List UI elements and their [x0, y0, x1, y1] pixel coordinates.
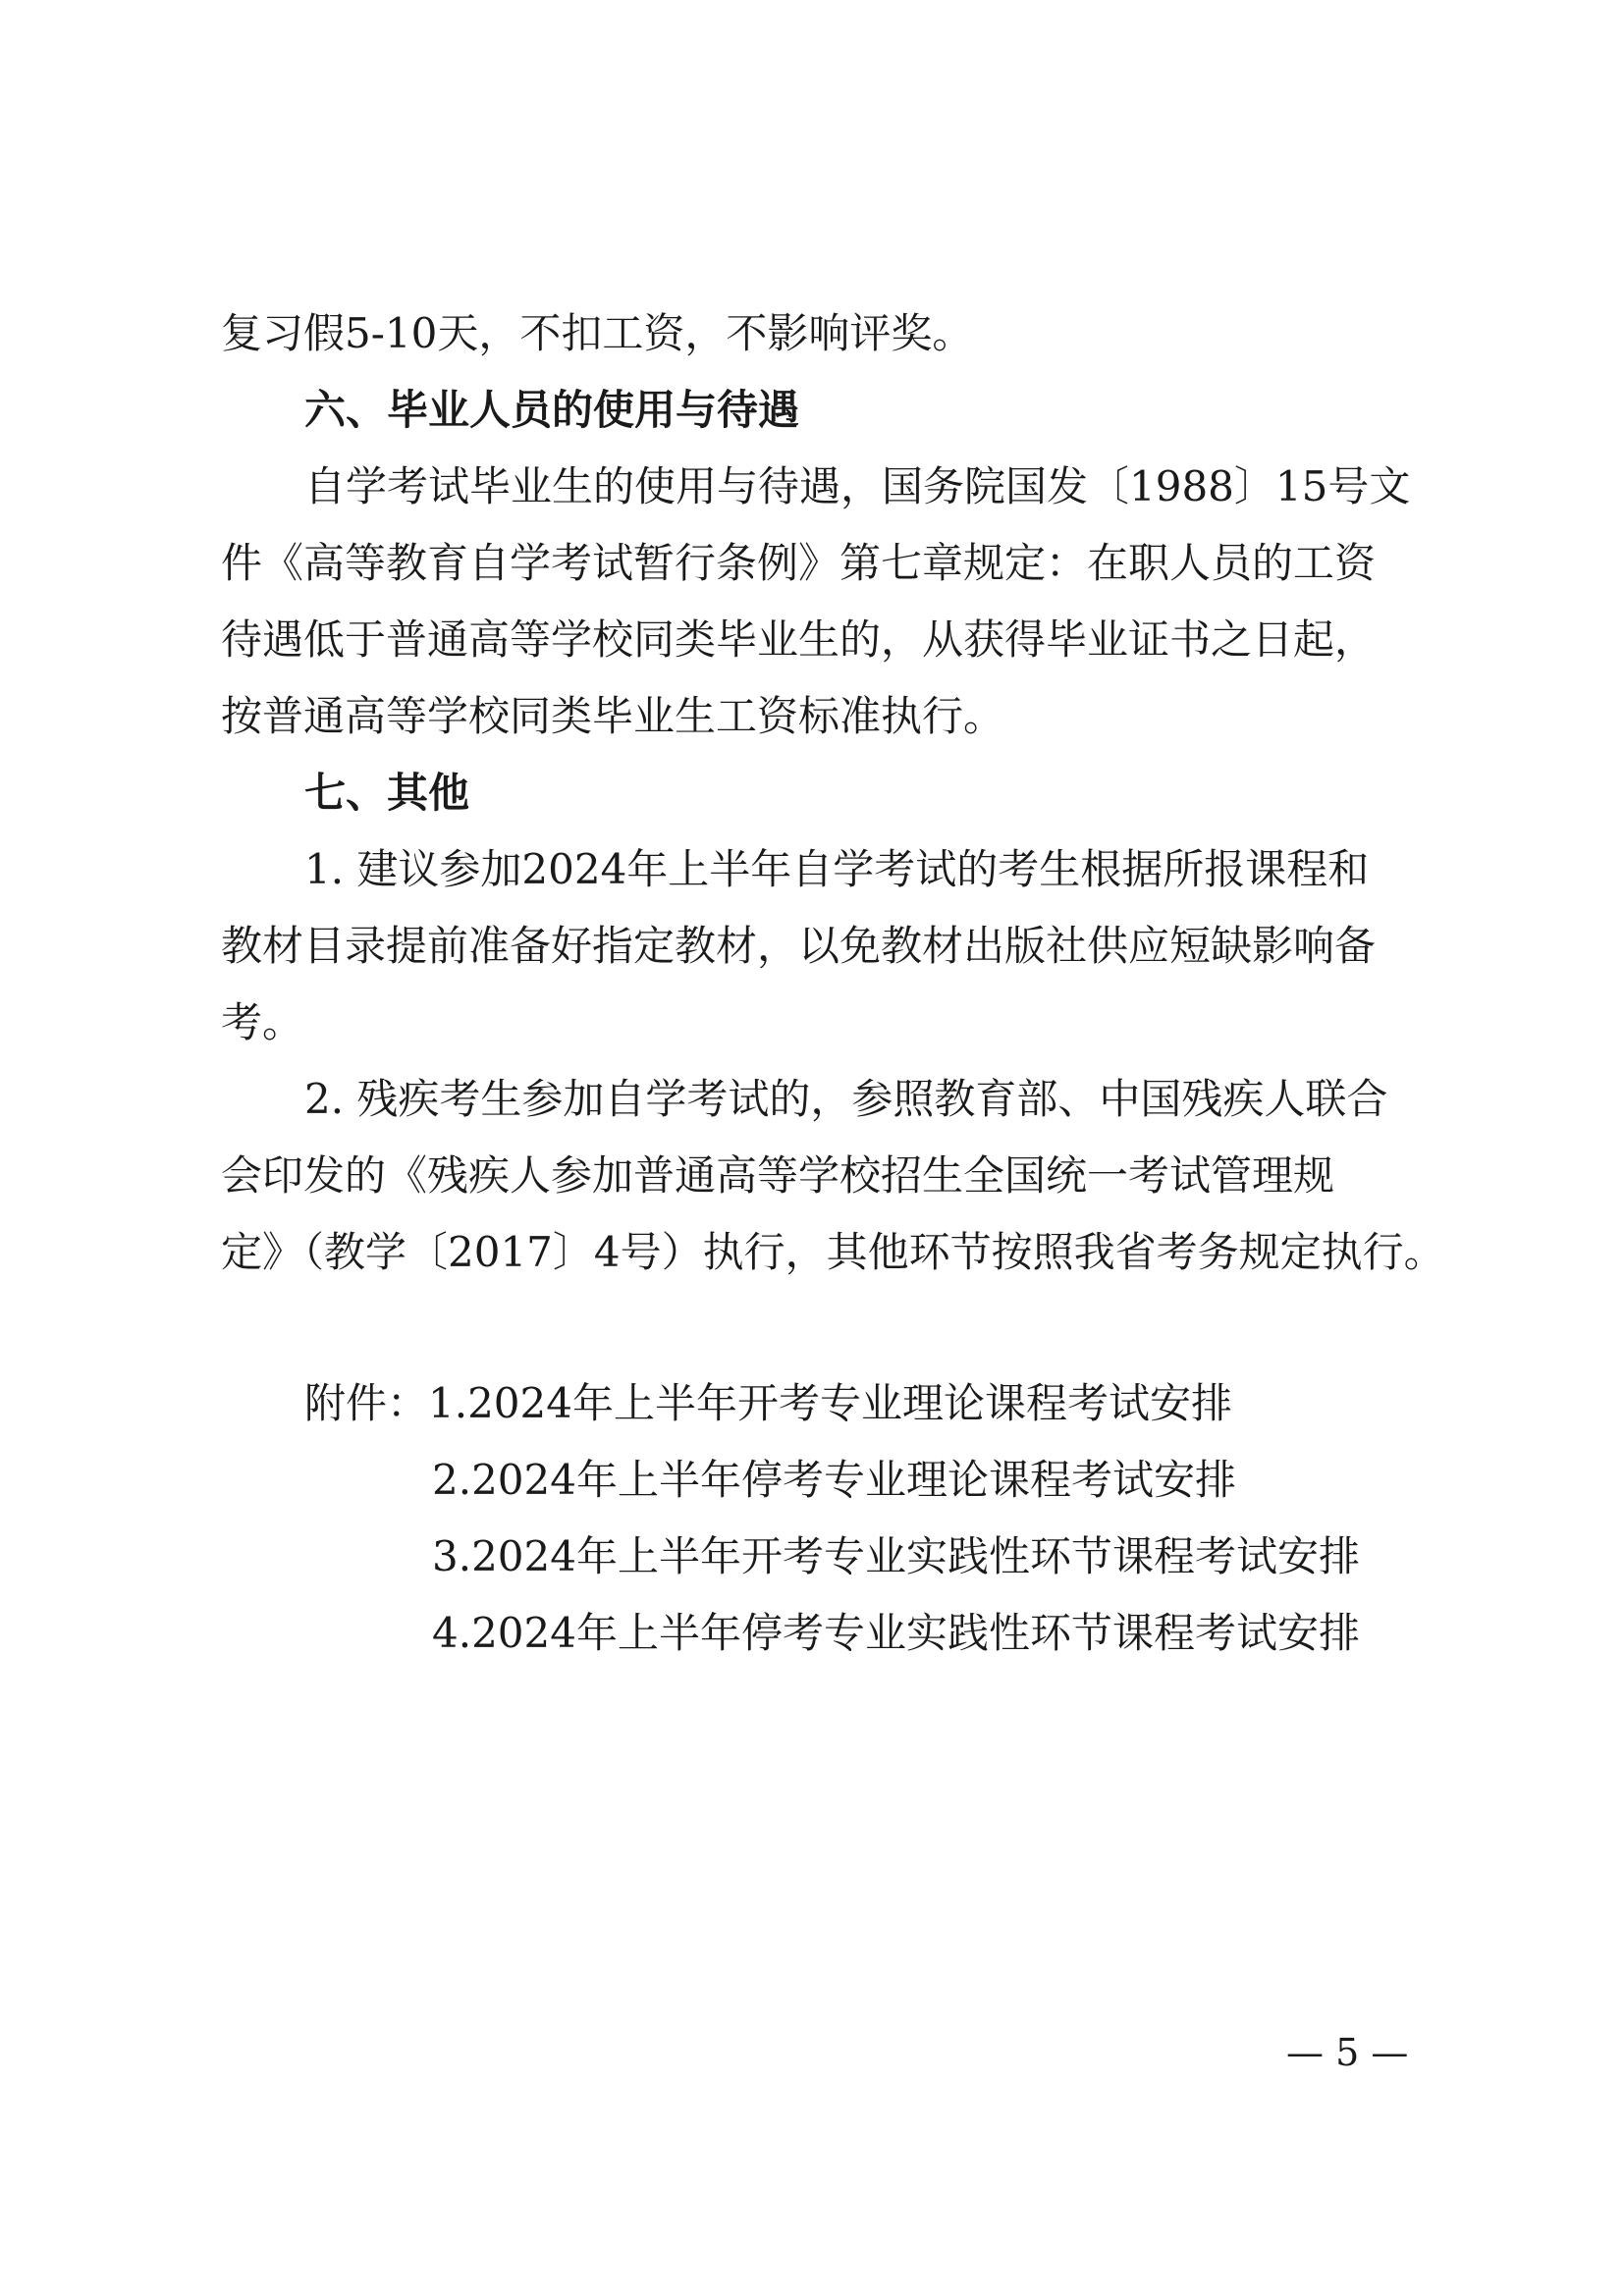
body-line: 会印发的《残疾人参加普通高等学校招生全国统一考试管理规: [221, 1151, 1335, 1200]
body-line: 2. 残疾考生参加自学考试的，参照教育部、中国残疾人联合: [304, 1075, 1388, 1123]
body-line: 考。: [221, 998, 304, 1046]
page-number: — 5 —: [1286, 2031, 1409, 2074]
body-line: 定》（教学〔2017〕4号）执行，其他环节按照我省考务规定执行。: [221, 1228, 1445, 1276]
body-line: 件《高等教育自学考试暂行条例》第七章规定：在职人员的工资: [221, 539, 1377, 587]
section-heading-six: 六、毕业人员的使用与待遇: [304, 386, 800, 434]
body-line: 1. 建议参加2024年上半年自学考试的考生根据所报课程和: [304, 845, 1370, 893]
attachment-line: 2.2024年上半年停考专业理论课程考试安排: [432, 1456, 1236, 1504]
body-line: 自学考试毕业生的使用与待遇，国务院国发〔1988〕15号文: [304, 462, 1411, 510]
attachment-line: 附件：1.2024年上半年开考专业理论课程考试安排: [304, 1379, 1232, 1427]
attachment-line: 4.2024年上半年停考专业实践性环节课程考试安排: [432, 1609, 1360, 1657]
body-line: 复习假5-10天，不扣工资，不影响评奖。: [221, 309, 974, 357]
section-heading-seven: 七、其他: [304, 769, 470, 817]
body-line: 待遇低于普通高等学校同类毕业生的，从获得毕业证书之日起，: [221, 615, 1377, 664]
body-line: 按普通高等学校同类毕业生工资标准执行。: [221, 692, 1005, 740]
attachment-line: 3.2024年上半年开考专业实践性环节课程考试安排: [432, 1532, 1360, 1580]
body-line: 教材目录提前准备好指定教材，以免教材出版社供应短缺影响备: [221, 922, 1377, 970]
